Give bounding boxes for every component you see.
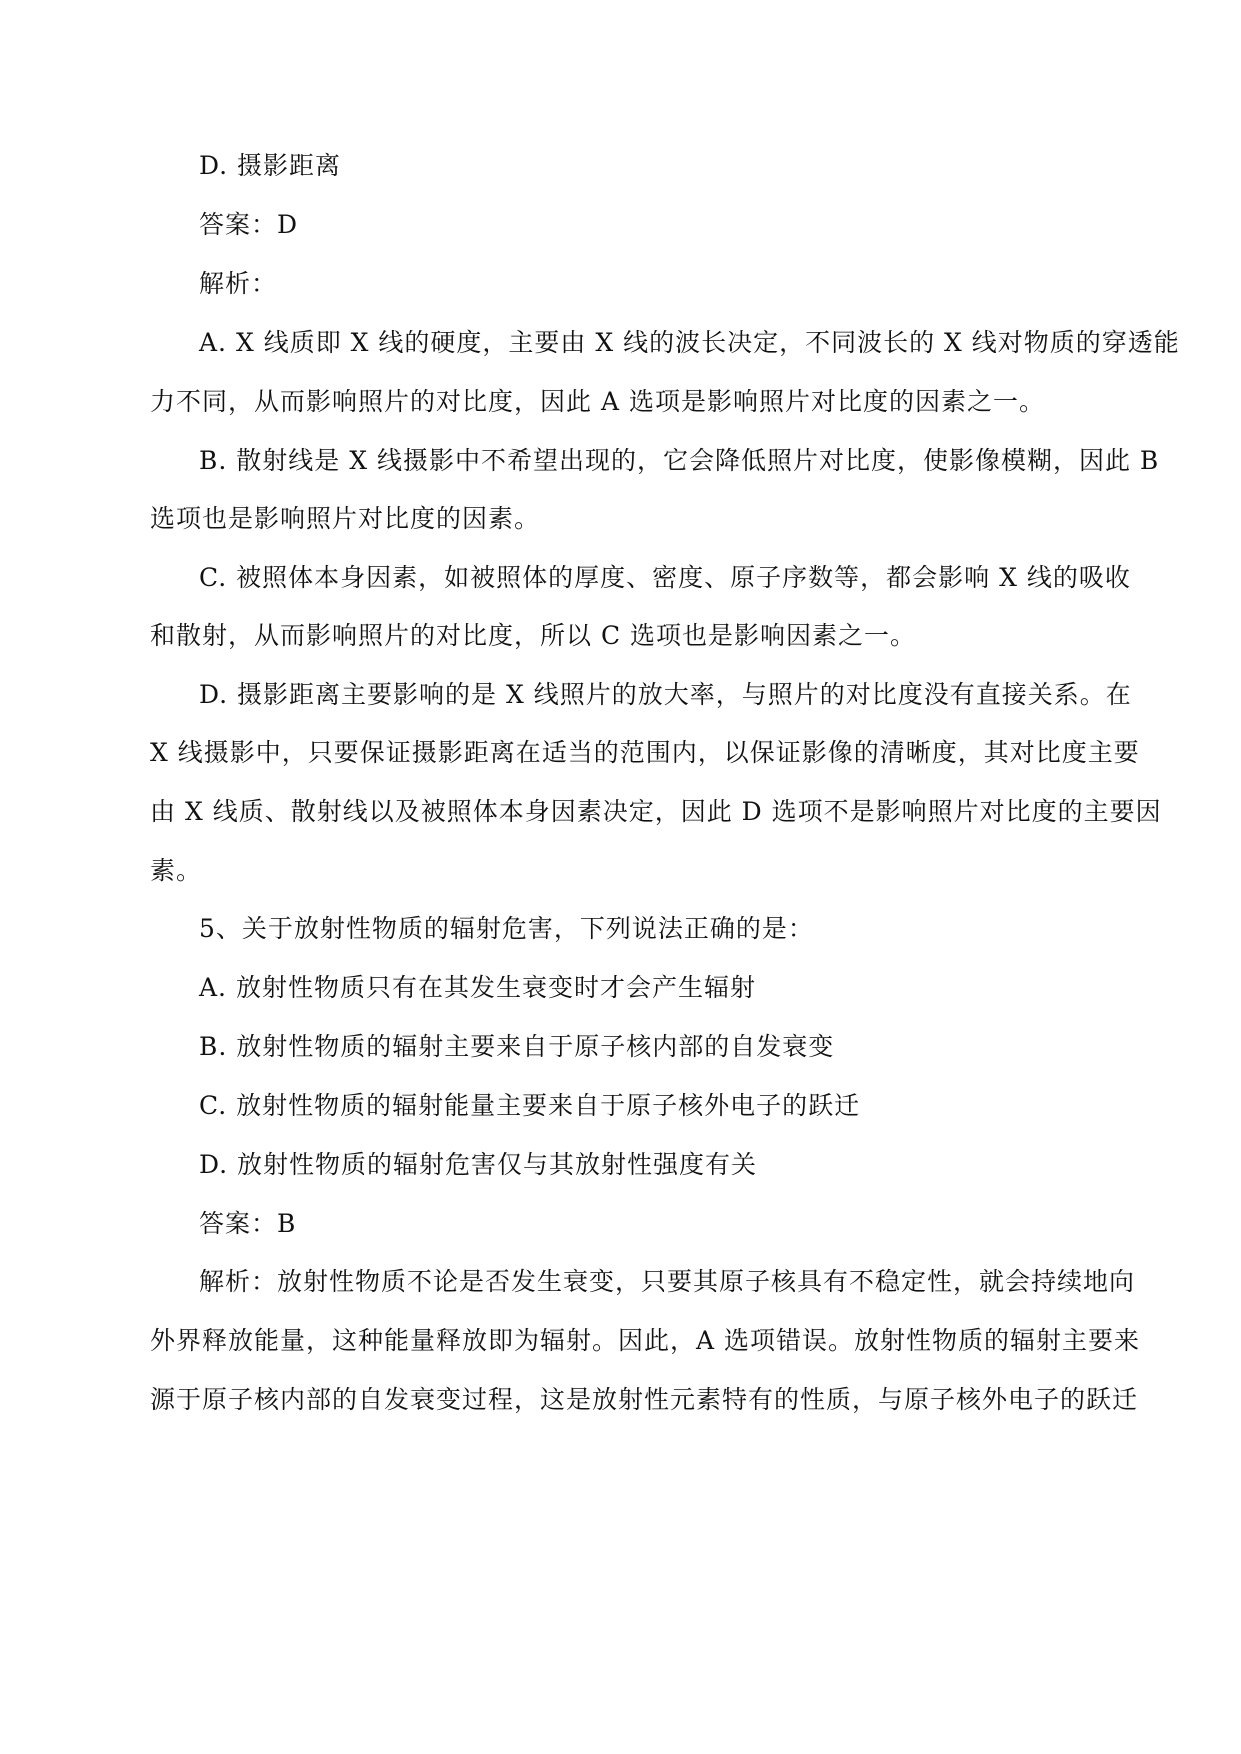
analysis-a-line-1: A. X 线质即 X 线的硬度，主要由 X 线的波长决定，不同波长的 X 线对物质的穿透能: [199, 328, 1180, 357]
question-5-answer: 答案：B: [199, 1209, 297, 1238]
question-5-analysis-line-3: 源于原子核内部的自发衰变过程，这是放射性元素特有的性质，与原子核外电子的跃迁: [150, 1385, 1139, 1414]
question-5-option-a: A. 放射性物质只有在其发生衰变时才会产生辐射: [199, 973, 756, 1002]
analysis-d-line-4: 素。: [150, 856, 203, 885]
analysis-c-line-1: C. 被照体本身因素，如被照体的厚度、密度、原子序数等，都会影响 X 线的吸收: [199, 563, 1131, 592]
question-5-option-c: C. 放射性物质的辐射能量主要来自于原子核外电子的跃迁: [199, 1091, 861, 1120]
question-5-title: 5、关于放射性物质的辐射危害，下列说法正确的是：: [199, 914, 814, 943]
analysis-d-line-1: D. 摄影距离主要影响的是 X 线照片的放大率，与照片的对比度没有直接关系。在: [199, 680, 1132, 709]
option-d-previous: D. 摄影距离: [199, 151, 342, 180]
analysis-b-line-2: 选项也是影响照片对比度的因素。: [150, 504, 541, 533]
analysis-d-line-3: 由 X 线质、散射线以及被照体本身因素决定，因此 D 选项不是影响照片对比度的主要因: [150, 797, 1162, 826]
analysis-heading: 解析：: [199, 269, 278, 298]
question-5-option-d: D. 放射性物质的辐射危害仅与其放射性强度有关: [199, 1150, 758, 1179]
analysis-d-line-2: X 线摄影中，只要保证摄影距离在适当的范围内，以保证影像的清晰度，其对比度主要: [150, 738, 1140, 767]
question-5-analysis-line-1: 解析：放射性物质不论是否发生衰变，只要其原子核具有不稳定性，就会持续地向: [199, 1267, 1136, 1296]
analysis-c-line-2: 和散射，从而影响照片的对比度，所以 C 选项也是影响因素之一。: [150, 621, 917, 650]
question-5-analysis-line-2: 外界释放能量，这种能量释放即为辐射。因此，A 选项错误。放射性物质的辐射主要来: [150, 1326, 1141, 1355]
analysis-a-line-2: 力不同，从而影响照片的对比度，因此 A 选项是影响照片对比度的因素之一。: [150, 387, 1045, 416]
answer-previous: 答案：D: [199, 210, 299, 239]
analysis-b-line-1: B. 散射线是 X 线摄影中不希望出现的，它会降低照片对比度，使影像模糊，因此 B: [199, 446, 1160, 475]
question-5-option-b: B. 放射性物质的辐射主要来自于原子核内部的自发衰变: [199, 1032, 835, 1061]
